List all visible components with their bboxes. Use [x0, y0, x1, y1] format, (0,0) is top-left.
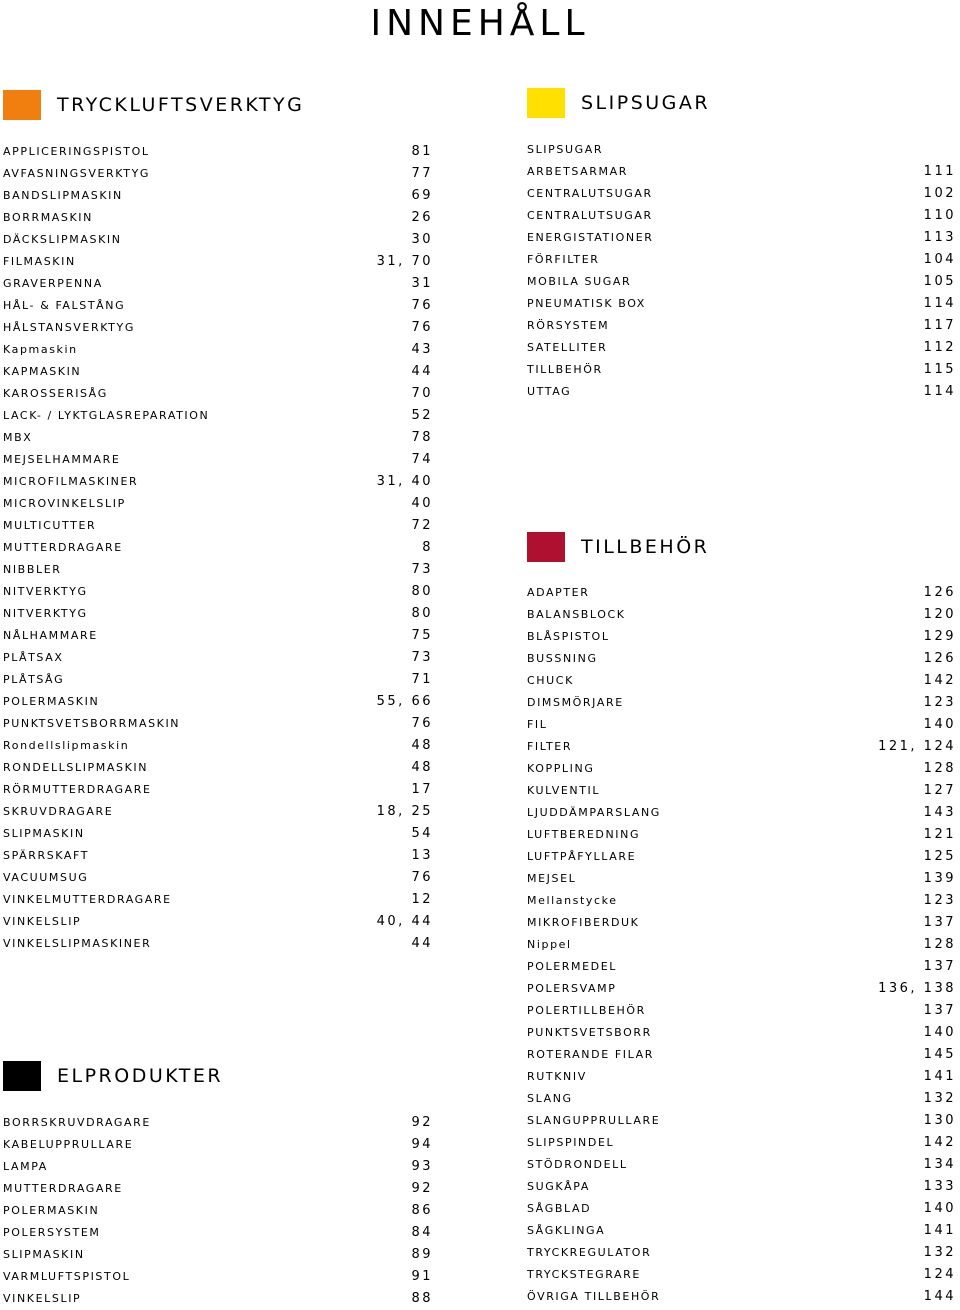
toc-page-number: 102 — [923, 186, 956, 201]
toc-page-number: 94 — [411, 1137, 433, 1152]
toc-row[interactable] — [3, 273, 433, 295]
section-header — [3, 90, 443, 120]
toc-page-number: 132 — [923, 1245, 956, 1260]
toc-entry-label: SUGKÅPA — [527, 1180, 590, 1193]
toc-page-number: 31, 70 — [376, 254, 433, 269]
toc-page-number: 71 — [411, 672, 433, 687]
toc-row[interactable] — [527, 978, 956, 1000]
toc-entry-label: PUNKTSVETSBORRMASKIN — [3, 717, 181, 730]
toc-page-number: 114 — [923, 296, 956, 311]
toc-page-number: 144 — [923, 1289, 956, 1304]
toc-row[interactable] — [527, 868, 956, 890]
toc-entry-label: Nippel — [527, 938, 572, 951]
toc-page-number: 92 — [411, 1181, 433, 1196]
toc-row[interactable] — [527, 1198, 956, 1220]
toc-entry-label: NITVERKTYG — [3, 585, 88, 598]
toc-entry-label: VINKELSLIP — [3, 1292, 82, 1305]
toc-page-number: 89 — [411, 1247, 433, 1262]
toc-entry-label: UTTAG — [527, 385, 572, 398]
toc-row[interactable] — [3, 845, 433, 867]
toc-row[interactable] — [527, 934, 956, 956]
toc-entry-label: Rondellslipmaskin — [3, 739, 130, 752]
toc-entry-label: KAPMASKIN — [3, 365, 82, 378]
toc-page-number: 91 — [411, 1269, 433, 1284]
toc-entry-label: TRYCKSTEGRARE — [527, 1268, 641, 1281]
toc-entry-label: SPÄRRSKAFT — [3, 849, 90, 862]
toc-entry-label: GRAVERPENNA — [3, 277, 103, 290]
toc-entry-label: SLANGUPPRULLARE — [527, 1114, 661, 1127]
toc-row[interactable] — [527, 227, 956, 249]
toc-page-number: 18, 25 — [376, 804, 433, 819]
toc-page-number: 112 — [923, 340, 956, 355]
toc-row[interactable] — [3, 669, 433, 691]
toc-entry-label: PNEUMATISK BOX — [527, 297, 646, 310]
toc-row[interactable] — [527, 1132, 956, 1154]
section-title: SLIPSUGAR — [581, 92, 711, 114]
toc-list — [3, 141, 433, 955]
toc-row[interactable] — [527, 1066, 956, 1088]
toc-row[interactable] — [3, 449, 433, 471]
toc-entry-label: PUNKTSVETSBORR — [527, 1026, 652, 1039]
toc-row[interactable] — [527, 205, 956, 227]
toc-entry-label: SLIPSUGAR — [527, 143, 604, 156]
toc-row[interactable] — [527, 161, 956, 183]
toc-entry-label: FILMASKIN — [3, 255, 76, 268]
toc-entry-label: APPLICERINGSPISTOL — [3, 145, 150, 158]
toc-page-number: 137 — [923, 1003, 956, 1018]
toc-page-number: 115 — [923, 362, 956, 377]
toc-row[interactable] — [527, 956, 956, 978]
toc-page-number: 113 — [923, 230, 956, 245]
toc-row[interactable] — [527, 139, 956, 161]
toc-entry-label: Kapmaskin — [3, 343, 78, 356]
toc-entry-label: NIBBLER — [3, 563, 62, 576]
section-color-swatch — [527, 532, 565, 562]
toc-entry-label: NÅLHAMMARE — [3, 629, 98, 642]
toc-entry-label: ARBETSARMAR — [527, 165, 628, 178]
toc-row[interactable] — [3, 1244, 433, 1266]
toc-page-number: 140 — [923, 1201, 956, 1216]
toc-page-number: 130 — [923, 1113, 956, 1128]
toc-row[interactable] — [527, 912, 956, 934]
toc-page-number: 134 — [923, 1157, 956, 1172]
toc-entry-label: CENTRALUTSUGAR — [527, 209, 653, 222]
toc-entry-label: NITVERKTYG — [3, 607, 88, 620]
toc-page-number: 139 — [923, 871, 956, 886]
toc-row[interactable] — [3, 207, 433, 229]
toc-page-number: 77 — [411, 166, 433, 181]
toc-page-number: 129 — [923, 629, 956, 644]
toc-row[interactable] — [3, 1178, 433, 1200]
toc-entry-label: HÅLSTANSVERKTYG — [3, 321, 135, 334]
toc-entry-label: POLERMASKIN — [3, 695, 100, 708]
toc-row[interactable] — [527, 1110, 956, 1132]
toc-row[interactable] — [527, 714, 956, 736]
toc-entry-label: VINKELSLIP — [3, 915, 82, 928]
toc-entry-label: MBX — [3, 431, 33, 444]
toc-row[interactable] — [3, 911, 433, 933]
toc-entry-label: LJUDDÄMPARSLANG — [527, 806, 661, 819]
toc-entry-label: LUFTBEREDNING — [527, 828, 641, 841]
toc-row[interactable] — [527, 1154, 956, 1176]
section-title: TRYCKLUFTSVERKTYG — [57, 94, 305, 116]
toc-page-number: 80 — [411, 584, 433, 599]
toc-entry-label: MUTTERDRAGARE — [3, 1182, 123, 1195]
toc-page-number: 145 — [923, 1047, 956, 1062]
toc-entry-label: MICROVINKELSLIP — [3, 497, 126, 510]
toc-entry-label: SÅGBLAD — [527, 1202, 592, 1215]
toc-row[interactable] — [3, 383, 433, 405]
toc-entry-label: VINKELSLIPMASKINER — [3, 937, 152, 950]
toc-page-number: 76 — [411, 716, 433, 731]
toc-page-number: 140 — [923, 717, 956, 732]
toc-page-number: 123 — [923, 893, 956, 908]
toc-page-number: 55, 66 — [376, 694, 433, 709]
toc-entry-label: TILLBEHÖR — [527, 363, 603, 376]
toc-page-number: 72 — [411, 518, 433, 533]
toc-entry-label: POLERSYSTEM — [3, 1226, 101, 1239]
toc-entry-label: LUFTPÅFYLLARE — [527, 850, 637, 863]
toc-row[interactable] — [3, 1134, 433, 1156]
toc-row[interactable] — [3, 493, 433, 515]
toc-row[interactable] — [527, 271, 956, 293]
toc-entry-label: ÖVRIGA TILLBEHÖR — [527, 1290, 661, 1303]
toc-page-number: 31 — [411, 276, 433, 291]
toc-entry-label: RÖRMUTTERDRAGARE — [3, 783, 152, 796]
toc-row[interactable] — [527, 1264, 956, 1286]
toc-row[interactable] — [527, 758, 956, 780]
toc-page-number: 48 — [411, 738, 433, 753]
toc-page-number: 128 — [923, 761, 956, 776]
toc-page-number: 133 — [923, 1179, 956, 1194]
toc-row[interactable] — [3, 229, 433, 251]
toc-row[interactable] — [3, 427, 433, 449]
toc-entry-label: BUSSNING — [527, 652, 598, 665]
toc-entry-label: KULVENTIL — [527, 784, 601, 797]
section-header — [527, 88, 947, 118]
section-header — [3, 1061, 443, 1091]
toc-row[interactable] — [3, 867, 433, 889]
toc-row[interactable] — [527, 802, 956, 824]
toc-page-number: 132 — [923, 1091, 956, 1106]
toc-page-number: 88 — [411, 1291, 433, 1306]
toc-page-number: 140 — [923, 1025, 956, 1040]
toc-page-number: 143 — [923, 805, 956, 820]
toc-entry-label: BLÅSPISTOL — [527, 630, 610, 643]
toc-entry-label: FIL — [527, 718, 548, 731]
toc-entry-label: MEJSEL — [527, 872, 577, 885]
toc-page-number: 125 — [923, 849, 956, 864]
toc-entry-label: MULTICUTTER — [3, 519, 97, 532]
toc-page-number: 110 — [923, 208, 956, 223]
toc-page-number: 44 — [411, 364, 433, 379]
toc-page-number: 137 — [923, 959, 956, 974]
toc-entry-label: VACUUMSUG — [3, 871, 89, 884]
toc-entry-label: TRYCKREGULATOR — [527, 1246, 652, 1259]
toc-page-number: 54 — [411, 826, 433, 841]
toc-row[interactable] — [527, 846, 956, 868]
toc-page-number: 12 — [411, 892, 433, 907]
toc-entry-label: MEJSELHAMMARE — [3, 453, 121, 466]
toc-page-number: 126 — [923, 585, 956, 600]
toc-page-number: 13 — [411, 848, 433, 863]
toc-row[interactable] — [3, 537, 433, 559]
toc-row[interactable] — [3, 405, 433, 427]
toc-entry-label: RUTKNIV — [527, 1070, 587, 1083]
toc-row[interactable] — [3, 471, 433, 493]
toc-row[interactable] — [527, 1242, 956, 1264]
toc-page-number: 40 — [411, 496, 433, 511]
toc-entry-label: ROTERANDE FILAR — [527, 1048, 654, 1061]
toc-page-number: 48 — [411, 760, 433, 775]
toc-page-number: 127 — [923, 783, 956, 798]
toc-row[interactable] — [3, 163, 433, 185]
toc-row[interactable] — [527, 1286, 956, 1308]
toc-entry-label: SLIPMASKIN — [3, 827, 85, 840]
toc-row[interactable] — [527, 692, 956, 714]
toc-page-number: 142 — [923, 1135, 956, 1150]
toc-row[interactable] — [3, 779, 433, 801]
toc-entry-label: SLANG — [527, 1092, 573, 1105]
toc-entry-label: MUTTERDRAGARE — [3, 541, 123, 554]
toc-page-number: 105 — [923, 274, 956, 289]
toc-list — [3, 1112, 433, 1310]
section-color-swatch — [3, 1061, 41, 1091]
toc-row[interactable] — [527, 1044, 956, 1066]
toc-page-number: 92 — [411, 1115, 433, 1130]
toc-row[interactable] — [3, 1156, 433, 1178]
toc-page-number: 76 — [411, 320, 433, 335]
toc-entry-label: SLIPSPINDEL — [527, 1136, 615, 1149]
toc-row[interactable] — [527, 582, 956, 604]
toc-row[interactable] — [3, 933, 433, 955]
toc-page-number: 76 — [411, 870, 433, 885]
toc-row[interactable] — [527, 626, 956, 648]
section-header — [527, 532, 947, 562]
toc-entry-label: SLIPMASKIN — [3, 1248, 85, 1261]
toc-page-number: 120 — [923, 607, 956, 622]
toc-entry-label: KOPPLING — [527, 762, 595, 775]
toc-row[interactable] — [527, 359, 956, 381]
toc-entry-label: AVFASNINGSVERKTYG — [3, 167, 151, 180]
toc-entry-label: VINKELMUTTERDRAGARE — [3, 893, 172, 906]
toc-entry-label: SÅGKLINGA — [527, 1224, 606, 1237]
toc-page-number: 81 — [411, 144, 433, 159]
toc-row[interactable] — [527, 381, 956, 403]
toc-row[interactable] — [3, 317, 433, 339]
toc-row[interactable] — [3, 581, 433, 603]
toc-entry-label: BALANSBLOCK — [527, 608, 626, 621]
toc-row[interactable] — [3, 647, 433, 669]
toc-row[interactable] — [3, 515, 433, 537]
toc-page-number: 17 — [411, 782, 433, 797]
toc-entry-label: CENTRALUTSUGAR — [527, 187, 653, 200]
toc-row[interactable] — [3, 823, 433, 845]
toc-entry-label: KAROSSERISÅG — [3, 387, 108, 400]
toc-row[interactable] — [3, 251, 433, 273]
toc-entry-label: PLÅTSAX — [3, 651, 64, 664]
toc-page-number: 121 — [923, 827, 956, 842]
toc-row[interactable] — [3, 1200, 433, 1222]
toc-page-number: 117 — [923, 318, 956, 333]
toc-row[interactable] — [3, 713, 433, 735]
toc-row[interactable] — [3, 185, 433, 207]
toc-page-number: 73 — [411, 562, 433, 577]
toc-list — [527, 139, 956, 403]
toc-page-number: 142 — [923, 673, 956, 688]
toc-row[interactable] — [3, 801, 433, 823]
toc-page-number: 76 — [411, 298, 433, 313]
section-color-swatch — [527, 88, 565, 118]
toc-page-number: 30 — [411, 232, 433, 247]
toc-page-number: 137 — [923, 915, 956, 930]
toc-page-number: 121, 124 — [878, 739, 956, 754]
toc-page-number: 86 — [411, 1203, 433, 1218]
toc-page-number: 78 — [411, 430, 433, 445]
toc-entry-label: HÅL- & FALSTÅNG — [3, 299, 126, 312]
toc-row[interactable] — [527, 337, 956, 359]
toc-row[interactable] — [527, 1000, 956, 1022]
toc-row[interactable] — [3, 735, 433, 757]
section-color-swatch — [3, 90, 41, 120]
toc-row[interactable] — [527, 824, 956, 846]
toc-entry-label: DÄCKSLIPMASKIN — [3, 233, 122, 246]
toc-page-number: 128 — [923, 937, 956, 952]
page-title: INNEHÅLL — [370, 3, 590, 44]
toc-row[interactable] — [527, 1088, 956, 1110]
toc-page-number: 40, 44 — [376, 914, 433, 929]
toc-row[interactable] — [3, 691, 433, 713]
toc-page-number: 126 — [923, 651, 956, 666]
toc-row[interactable] — [527, 780, 956, 802]
toc-page-number: 124 — [923, 1267, 956, 1282]
toc-row[interactable] — [3, 361, 433, 383]
toc-entry-label: LAMPA — [3, 1160, 48, 1173]
toc-row[interactable] — [527, 293, 956, 315]
toc-row[interactable] — [3, 1112, 433, 1134]
toc-entry-label: MOBILA SUGAR — [527, 275, 632, 288]
toc-row[interactable] — [3, 1266, 433, 1288]
toc-page-number: 70 — [411, 386, 433, 401]
toc-page-number: 52 — [411, 408, 433, 423]
toc-entry-label: SATELLITER — [527, 341, 608, 354]
toc-entry-label: ADAPTER — [527, 586, 590, 599]
toc-page-number: 31, 40 — [376, 474, 433, 489]
toc-row[interactable] — [527, 670, 956, 692]
toc-page-number: 26 — [411, 210, 433, 225]
toc-row[interactable] — [527, 1176, 956, 1198]
toc-row[interactable] — [527, 315, 956, 337]
toc-entry-label: RÖRSYSTEM — [527, 319, 610, 332]
toc-entry-label: PLÅTSÅG — [3, 673, 65, 686]
toc-page-number: 141 — [923, 1223, 956, 1238]
toc-entry-label: KABELUPPRULLARE — [3, 1138, 134, 1151]
toc-page-number: 141 — [923, 1069, 956, 1084]
toc-page-number: 73 — [411, 650, 433, 665]
toc-row[interactable] — [3, 757, 433, 779]
toc-row[interactable] — [3, 295, 433, 317]
toc-entry-label: POLERSVAMP — [527, 982, 617, 995]
toc-entry-label: SKRUVDRAGARE — [3, 805, 114, 818]
section-title: ELPRODUKTER — [57, 1065, 224, 1087]
toc-row[interactable] — [527, 890, 956, 912]
toc-row[interactable] — [527, 1220, 956, 1242]
toc-entry-label: POLERMEDEL — [527, 960, 618, 973]
toc-page-number: 84 — [411, 1225, 433, 1240]
toc-row[interactable] — [3, 339, 433, 361]
toc-page-number: 80 — [411, 606, 433, 621]
toc-page-number: 111 — [923, 164, 956, 179]
toc-row[interactable] — [3, 1222, 433, 1244]
toc-row[interactable] — [527, 183, 956, 205]
toc-row[interactable] — [527, 1022, 956, 1044]
toc-page-number: 8 — [422, 540, 433, 555]
toc-entry-label: MIKROFIBERDUK — [527, 916, 640, 929]
toc-entry-label: BORRMASKIN — [3, 211, 93, 224]
toc-page-number: 123 — [923, 695, 956, 710]
toc-entry-label: STÖDRONDELL — [527, 1158, 628, 1171]
toc-entry-label: BORRSKRUVDRAGARE — [3, 1116, 151, 1129]
toc-entry-label: DIMSMÖRJARE — [527, 696, 624, 709]
toc-row[interactable] — [527, 604, 956, 626]
toc-entry-label: POLERTILLBEHÖR — [527, 1004, 646, 1017]
toc-entry-label: MICROFILMASKINER — [3, 475, 139, 488]
toc-row[interactable] — [527, 648, 956, 670]
toc-row[interactable] — [3, 141, 433, 163]
toc-page-number: 104 — [923, 252, 956, 267]
toc-row[interactable] — [3, 603, 433, 625]
toc-page-number: 43 — [411, 342, 433, 357]
toc-entry-label: BANDSLIPMASKIN — [3, 189, 123, 202]
toc-row[interactable] — [527, 736, 956, 758]
toc-row[interactable] — [3, 559, 433, 581]
toc-entry-label: LACK- / LYKTGLASREPARATION — [3, 409, 210, 422]
toc-entry-label: RONDELLSLIPMASKIN — [3, 761, 149, 774]
toc-entry-label: FILTER — [527, 740, 573, 753]
toc-page-number: 69 — [411, 188, 433, 203]
toc-entry-label: FÖRFILTER — [527, 253, 600, 266]
toc-page-number: 44 — [411, 936, 433, 951]
toc-page-number: 114 — [923, 384, 956, 399]
toc-entry-label: CHUCK — [527, 674, 574, 687]
toc-page-number: 136, 138 — [878, 981, 956, 996]
toc-entry-label: ENERGISTATIONER — [527, 231, 654, 244]
toc-entry-label: Mellanstycke — [527, 894, 618, 907]
toc-row[interactable] — [527, 249, 956, 271]
toc-page-number: 75 — [411, 628, 433, 643]
toc-entry-label: VARMLUFTSPISTOL — [3, 1270, 131, 1283]
toc-entry-label: POLERMASKIN — [3, 1204, 100, 1217]
toc-row[interactable] — [3, 889, 433, 911]
toc-page-number: 74 — [411, 452, 433, 467]
toc-page-number: 93 — [411, 1159, 433, 1174]
section-title: TILLBEHÖR — [581, 536, 710, 558]
toc-row[interactable] — [3, 625, 433, 647]
toc-list — [527, 582, 956, 1308]
